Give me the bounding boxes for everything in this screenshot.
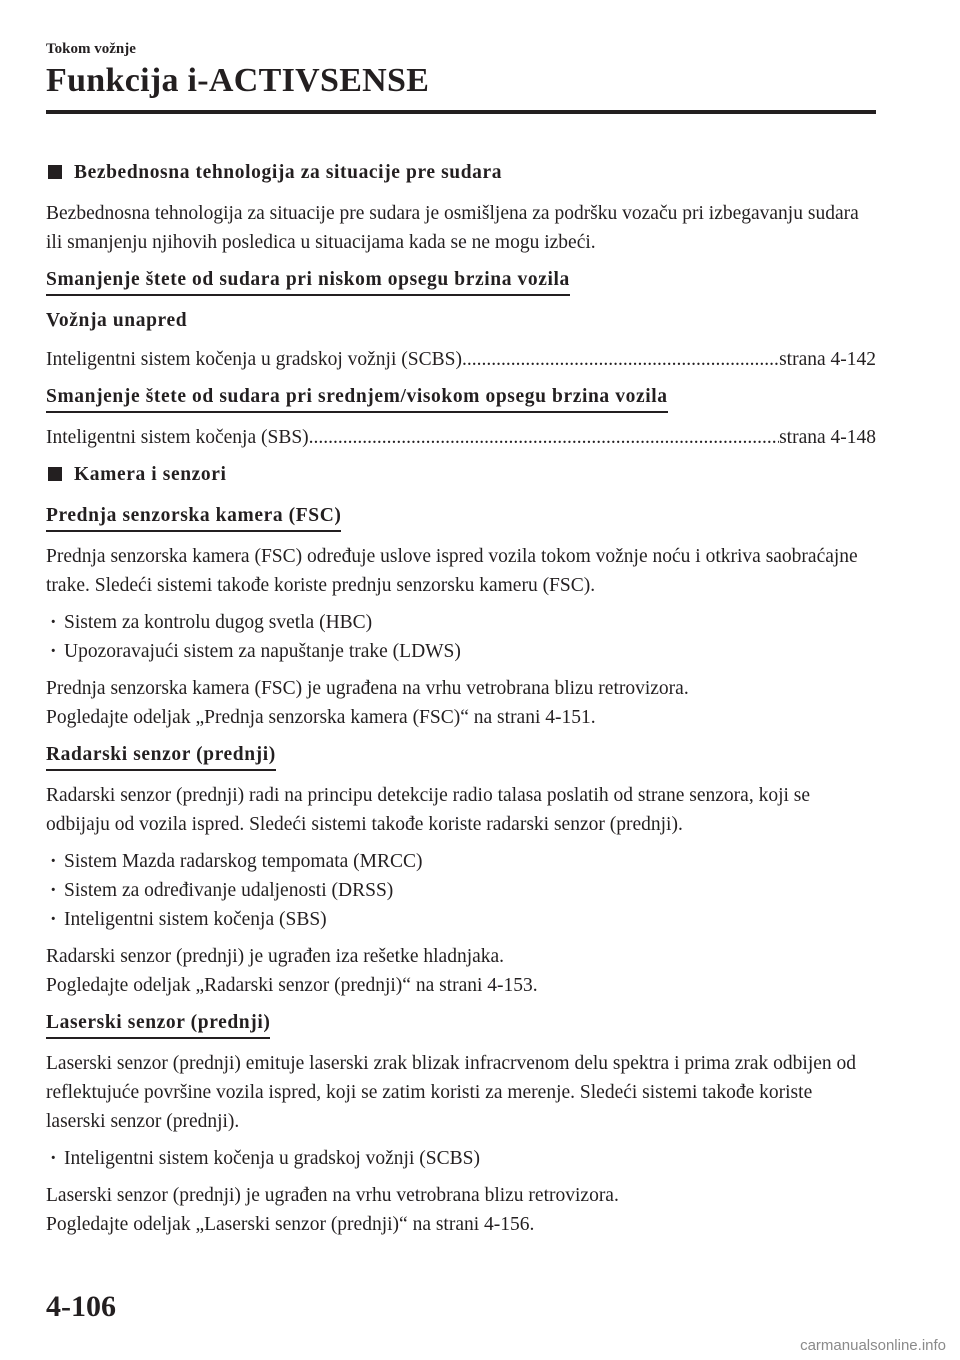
fsc-note-reference: Pogledajte odeljak „Prednja senzorska kamera (FSC)“ na strani 4-151.	[46, 707, 596, 728]
laser-heading-wrap	[46, 1008, 876, 1039]
list-item: · Sistem za kontrolu dugog svetla (HBC)	[46, 608, 876, 637]
toc-scbs-label: Inteligentni sistem kočenja u gradskoj vožnji (SCBS) .....	[46, 345, 779, 374]
page-content	[46, 158, 876, 1247]
laser-list	[46, 1144, 876, 1173]
page-header	[46, 40, 876, 114]
fsc-list	[46, 608, 876, 666]
mid-speed-heading-wrap	[46, 382, 876, 413]
laser-note-location: Laserski senzor (prednji) je ugrađen na vrhu vetrobrana blizu retrovizora.	[46, 1185, 619, 1206]
toc-scbs	[46, 345, 876, 374]
list-item: · Inteligentni sistem kočenja (SBS)	[46, 905, 876, 934]
radar-heading: Radarski senzor (prednji)	[46, 743, 276, 771]
list-item: · Upozoravajući sistem za napuštanje trake (LDWS)	[46, 637, 876, 666]
forward-driving-label: Vožnja unapred	[46, 310, 188, 331]
toc-sbs-page: strana 4-148	[779, 427, 876, 448]
low-speed-heading-wrap	[46, 265, 876, 296]
toc-sbs-label: Inteligentni sistem kočenja (SBS) .....	[46, 423, 779, 452]
page-number: 4-106	[46, 1290, 116, 1323]
laser-text: Laserski senzor (prednji) emituje laserski zrak blizak infracrvenom delu spektra i prima zrak odbijen od reflektujuće površine vozila ispred, koji se zatim koristi za merenje. Sledeći sistemi takođe koriste laserski senzor (prednji).	[46, 1053, 857, 1132]
heading-camera-sensors: Kamera i senzori	[46, 460, 876, 489]
laser-note-reference: Pogledajte odeljak „Laserski senzor (prednji)“ na strani 4-156.	[46, 1214, 535, 1235]
list-item: · Sistem Mazda radarskog tempomata (MRCC)	[46, 847, 876, 876]
header-rule	[46, 110, 876, 114]
fsc-note-location: Prednja senzorska kamera (FSC) je ugrađena na vrhu vetrobrana blizu retrovizora.	[46, 678, 689, 699]
radar-heading-wrap	[46, 740, 876, 771]
mid-speed-heading: Smanjenje štete od sudara pri srednjem/visokom opsegu brzina vozila	[46, 385, 668, 413]
low-speed-heading: Smanjenje štete od sudara pri niskom opsegu brzina vozila	[46, 268, 570, 296]
section-label: Tokom vožnje	[46, 41, 136, 57]
page-title: Funkcija i-ACTIVSENSE	[46, 62, 430, 99]
watermark-text: carmanualsonline.info	[800, 1337, 946, 1354]
radar-text: Radarski senzor (prednji) radi na principu detekcije radio talasa poslatih od strane senzora, koji se odbijaju od vozila ispred. Sledeći sistemi takođe koriste radarski senzor (prednji).	[46, 785, 811, 835]
toc-scbs-page: strana 4-142	[779, 349, 876, 370]
list-item: · Sistem za određivanje udaljenosti (DRSS)	[46, 876, 876, 905]
radar-note-reference: Pogledajte odeljak „Radarski senzor (prednji)“ na strani 4-153.	[46, 975, 538, 996]
heading-pre-crash: Bezbednosna tehnologija za situacije pre sudara	[46, 158, 876, 187]
radar-note-location: Radarski senzor (prednji) je ugrađen iza rešetke hladnjaka.	[46, 946, 505, 967]
toc-sbs	[46, 423, 876, 452]
laser-heading: Laserski senzor (prednji)	[46, 1011, 270, 1039]
fsc-text: Prednja senzorska kamera (FSC) određuje uslove ispred vozila tokom vožnje noću i otkriva saobraćajne trake. Sledeći sistemi takođe koriste prednju senzorsku kameru (FSC).	[46, 546, 858, 596]
fsc-heading-wrap	[46, 501, 876, 532]
list-item: · Inteligentni sistem kočenja u gradskoj vožnji (SCBS)	[46, 1144, 876, 1173]
pre-crash-intro: Bezbednosna tehnologija za situacije pre sudara je osmišljena za podršku vozaču pri izbegavanju sudara ili smanjenju njihovih posledica u situacijama kada se ne mogu izbeći.	[46, 203, 859, 253]
radar-list	[46, 847, 876, 934]
fsc-heading: Prednja senzorska kamera (FSC)	[46, 504, 341, 532]
